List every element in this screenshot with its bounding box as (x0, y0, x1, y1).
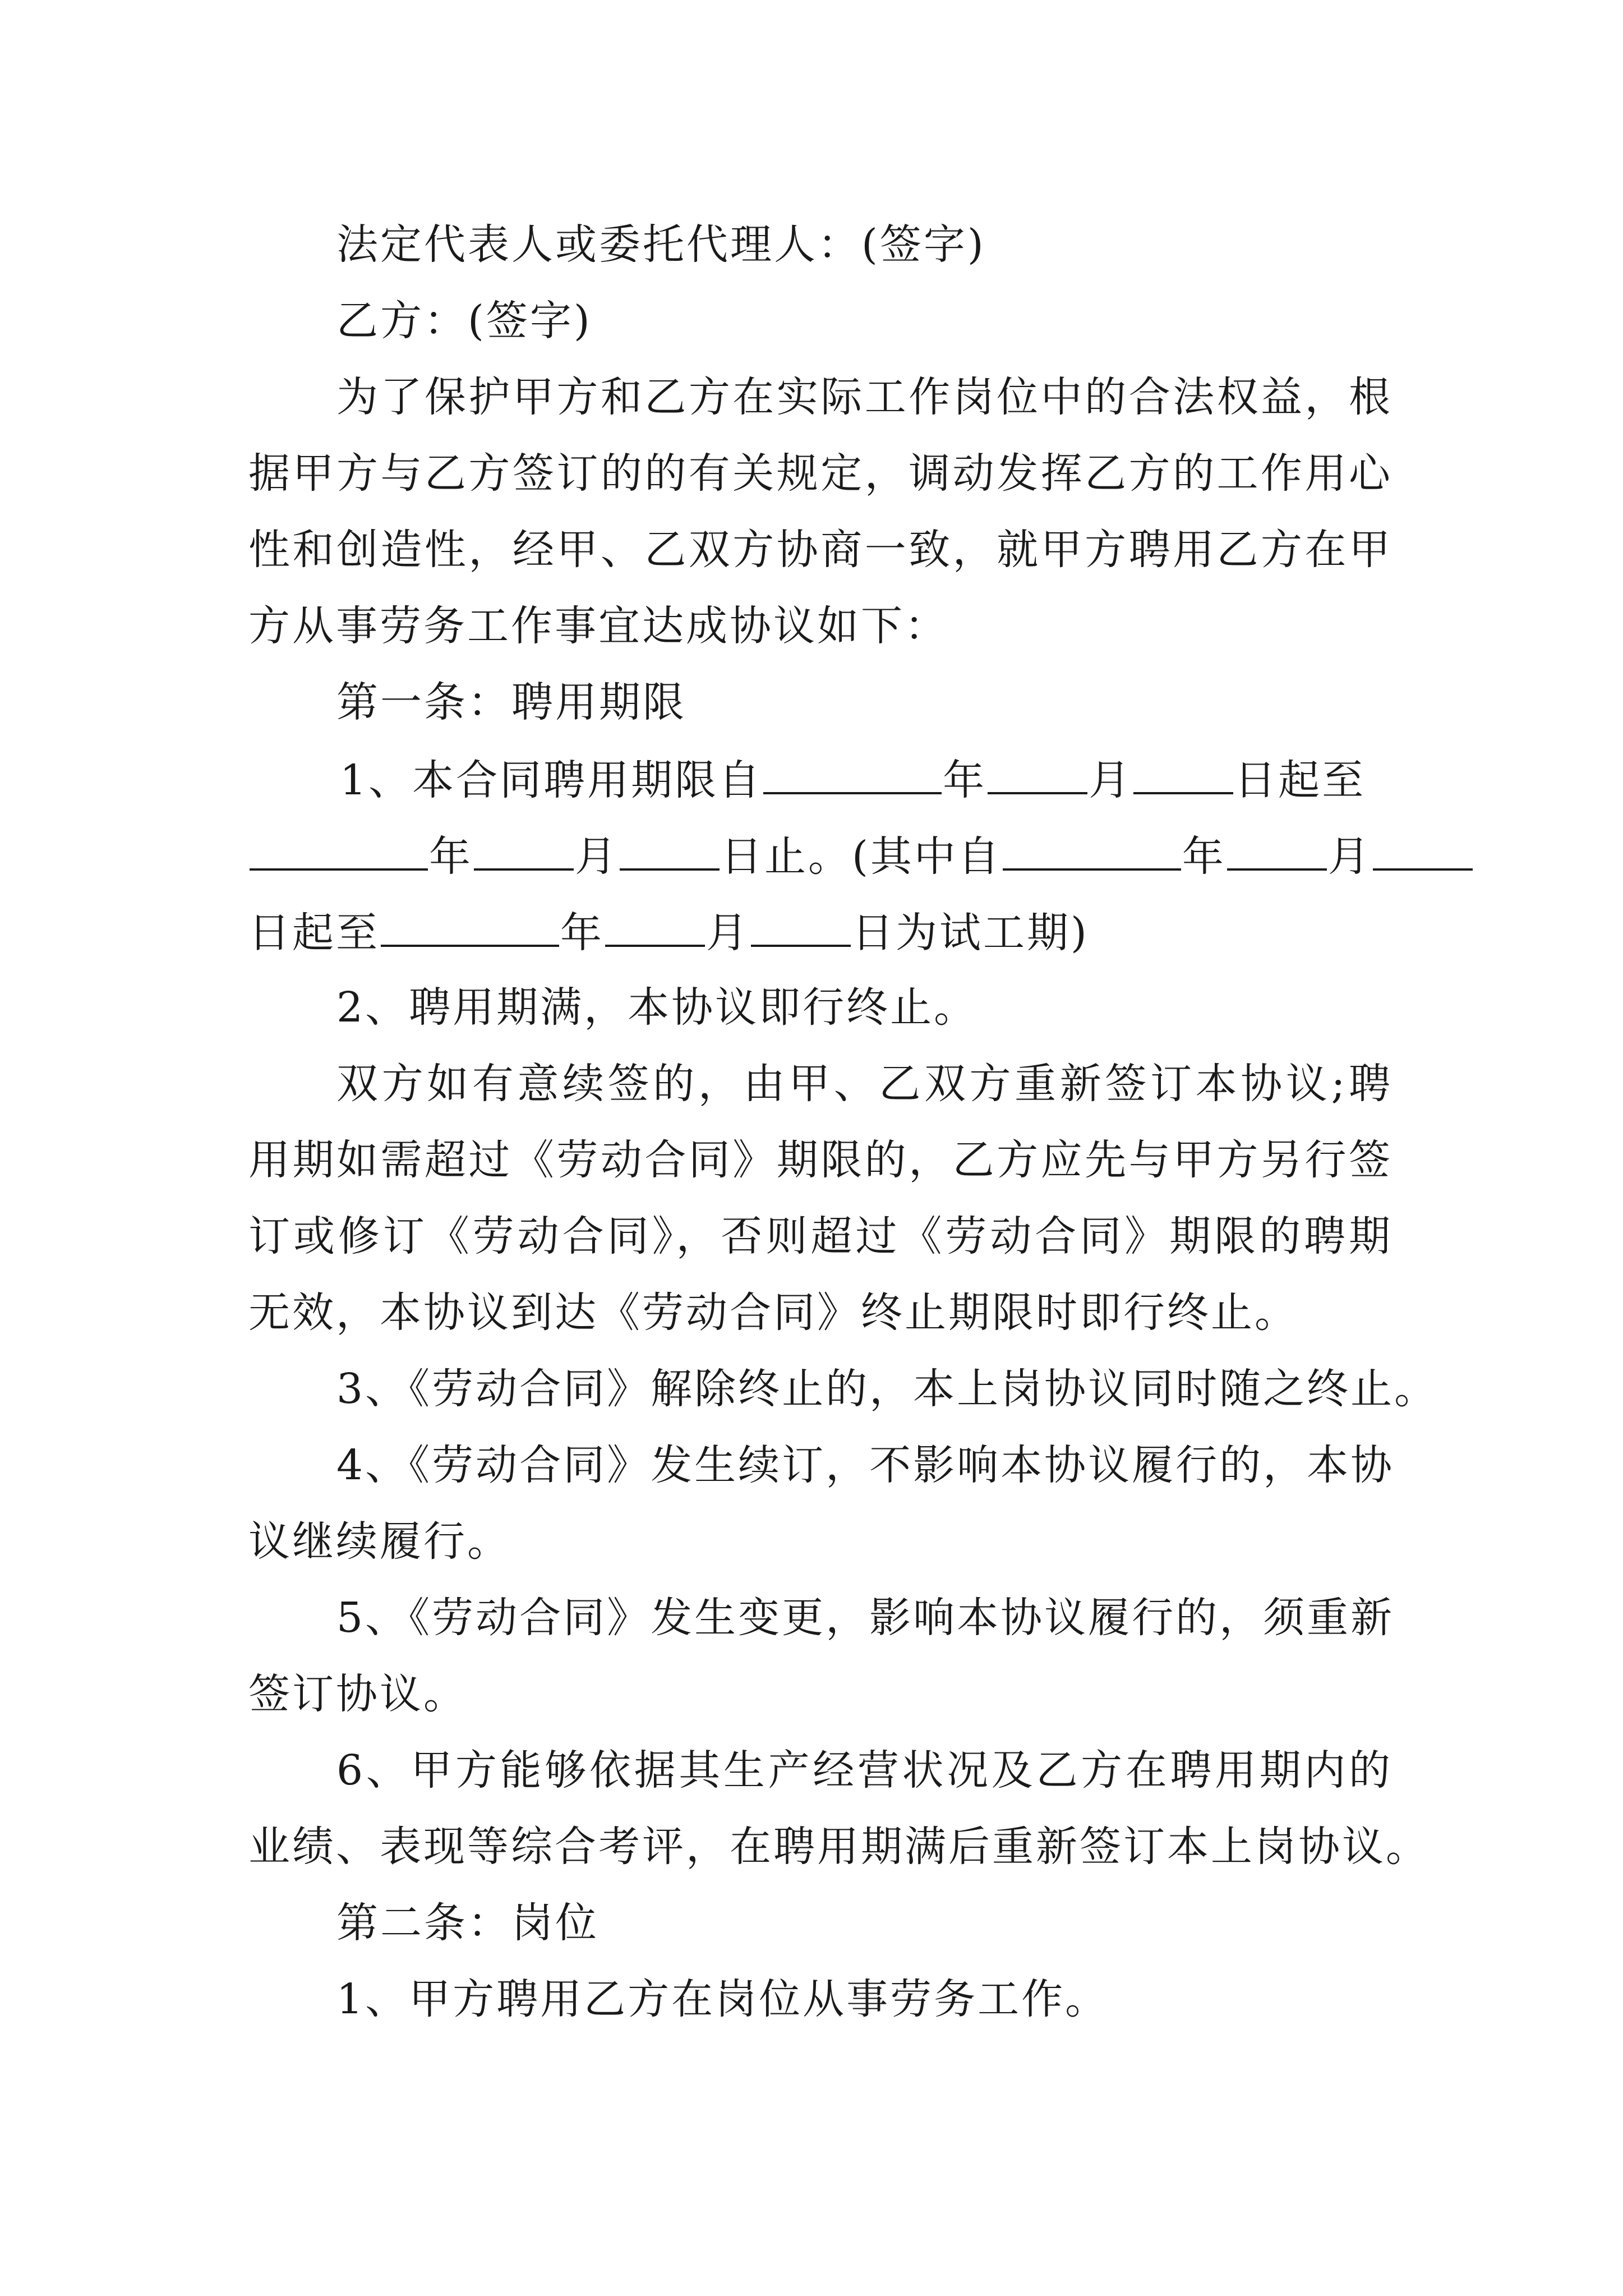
renewal-line-4: 无效，本协议到达《劳动合同》终止期限时即行终止。 (248, 1289, 1298, 1337)
preamble-line-2: 据甲方与乙方签订的的有关规定，调动发挥乙方的工作用心 (248, 449, 1393, 498)
renewal-line-2: 用期如需超过《劳动合同》期限的，乙方应先与甲方另行签 (248, 1136, 1393, 1184)
clause-2: 2、聘用期满，本协议即行终止。 (336, 983, 978, 1032)
blank-trial-end-month (605, 903, 705, 947)
clause-4-line-1: 4、《劳动合同》发生续订，不影响本协议履行的，本协 (336, 1441, 1395, 1489)
day-from-label: 日起至 (1234, 756, 1366, 804)
year-label: 年 (943, 756, 987, 804)
preamble-line-3: 性和创造性，经甲、乙双方协商一致，就甲方聘用乙方在甲 (248, 526, 1393, 574)
blank-start-month (988, 751, 1087, 794)
clause-4-line-2: 议继续履行。 (248, 1517, 511, 1566)
blank-end-year (250, 827, 428, 871)
blank-trial-start-year (1003, 827, 1181, 871)
preamble-line-4: 方从事劳务工作事宜达成协议如下： (248, 602, 948, 650)
month-label: 月 (706, 909, 750, 957)
clause-6-line-1: 6、甲方能够依据其生产经营状况及乙方在聘用期内的 (336, 1746, 1393, 1795)
blank-end-day (620, 827, 720, 871)
blank-start-year (763, 751, 942, 794)
blank-start-day (1133, 751, 1233, 794)
clause-3: 3、《劳动合同》解除终止的，本上岗协议同时随之终止。 (336, 1365, 1438, 1413)
term-clause-intro: 1、本合同聘用期限自 (340, 756, 763, 804)
blank-trial-end-year (381, 903, 559, 947)
month-label: 月 (1089, 756, 1133, 804)
blank-trial-end-day (751, 903, 851, 947)
month-label: 月 (575, 832, 619, 881)
year-label: 年 (560, 909, 604, 957)
day-trial-label: 日为试工期) (852, 909, 1089, 957)
preamble-line-1: 为了保护甲方和乙方在实际工作岗位中的合法权益，根 (336, 373, 1393, 421)
day-from-label: 日起至 (248, 909, 380, 957)
year-label: 年 (1182, 832, 1226, 881)
clause-5-line-1: 5、《劳动合同》发生变更，影响本协议履行的，须重新 (336, 1594, 1395, 1642)
year-label: 年 (429, 832, 473, 881)
signature-line-party-b: 乙方：(签字) (336, 297, 592, 345)
signature-line-representative: 法定代表人或委托代理人：(签字) (336, 220, 986, 269)
term-clause-line-1 (340, 751, 1396, 807)
article-2-clause-1: 1、甲方聘用乙方在岗位从事劳务工作。 (336, 1975, 1109, 2023)
article-1-heading: 第一条：聘用期限 (336, 678, 686, 726)
renewal-line-1: 双方如有意续签的，由甲、乙双方重新签订本协议;聘 (336, 1060, 1393, 1108)
article-2-heading: 第二条：岗位 (336, 1899, 599, 1947)
blank-trial-start-month (1227, 827, 1327, 871)
day-end-label: 日止。(其中自 (721, 832, 1002, 881)
renewal-line-3: 订或修订《劳动合同》，否则超过《劳动合同》期限的聘期 (248, 1212, 1393, 1260)
clause-5-line-2: 签订协议。 (248, 1670, 467, 1718)
blank-end-month (474, 827, 574, 871)
clause-6-line-2: 业绩、表现等综合考评，在聘用期满后重新签订本上岗协议。 (248, 1823, 1430, 1871)
blank-trial-start-day (1373, 827, 1473, 871)
month-label: 月 (1327, 832, 1372, 881)
term-clause-line-3 (248, 903, 1393, 959)
term-clause-line-2 (248, 827, 1393, 883)
